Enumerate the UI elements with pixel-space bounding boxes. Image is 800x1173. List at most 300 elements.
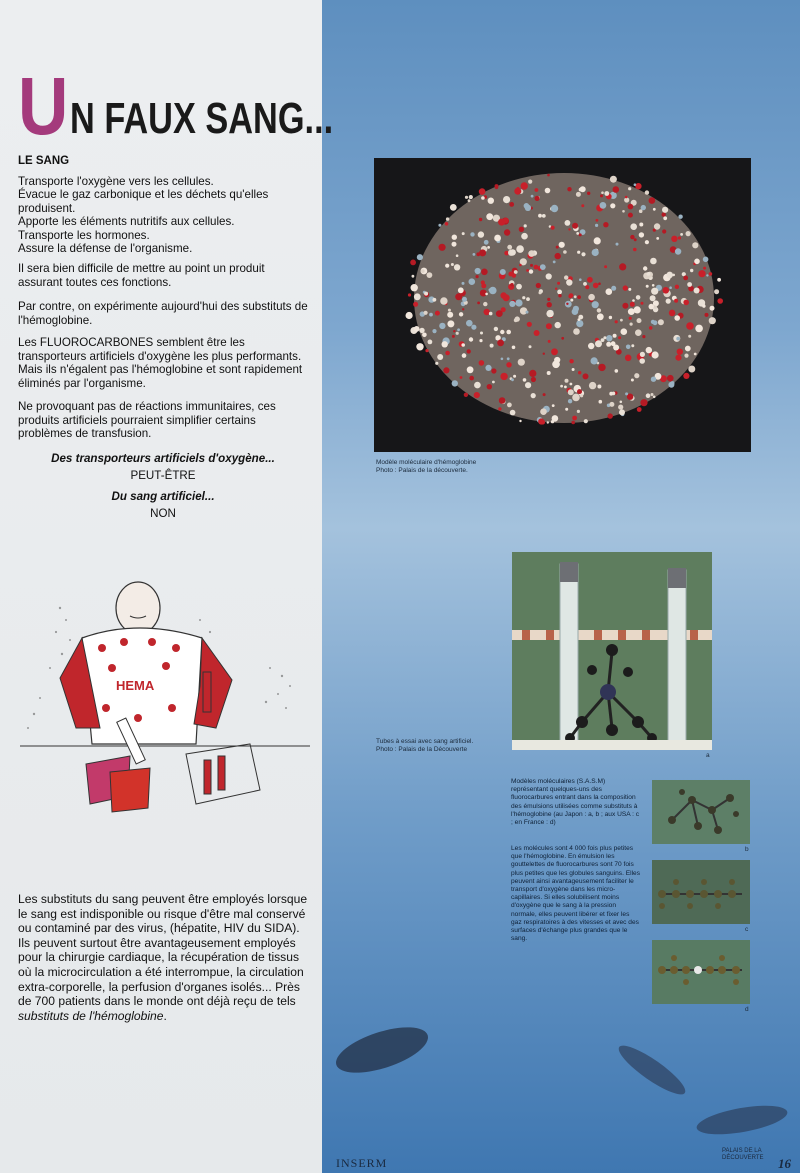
atom-dot [521, 233, 528, 240]
atom-dot [440, 297, 447, 304]
atom-dot [512, 273, 516, 277]
atom-dot [428, 340, 433, 345]
page-title [18, 61, 334, 152]
atom-dot [523, 378, 527, 382]
atom-dot [540, 408, 547, 415]
atom-dot [651, 393, 654, 396]
atom-dot [459, 312, 463, 316]
atom-dot [462, 282, 465, 285]
atom-dot [574, 295, 577, 298]
atom-dot [667, 375, 674, 382]
atom-dot [438, 224, 441, 227]
atom-dot [445, 264, 449, 268]
atom-dot [634, 373, 639, 378]
inserm-logo: INSERM [336, 1156, 388, 1170]
atom-dot [514, 318, 518, 322]
atom-dot [587, 192, 590, 195]
atom-dot [534, 265, 539, 270]
atom-dot [456, 254, 459, 257]
atom-dot [622, 303, 628, 309]
atom-dot [499, 397, 506, 404]
atom-dot [609, 316, 612, 319]
atom-dot [676, 337, 680, 341]
atom-dot [703, 257, 709, 263]
atom-dot [487, 246, 490, 249]
atom-dot [500, 292, 506, 298]
atom-dot [548, 340, 551, 343]
atom-dot [592, 301, 599, 308]
atom-dot [464, 393, 468, 397]
atom-dot [535, 188, 539, 192]
atom-dot [432, 329, 436, 333]
atom-dot [521, 182, 528, 189]
atom-dot [503, 196, 510, 203]
atom-dot [556, 246, 559, 249]
atom-dot [631, 344, 634, 347]
atom-dot [577, 251, 580, 254]
atom-dot [630, 223, 637, 230]
atom-dot [637, 318, 642, 323]
atom-dot [510, 283, 513, 286]
atom-dot [678, 215, 682, 219]
atom-dot [572, 368, 575, 371]
atom-dot [456, 332, 459, 335]
atom-dot [625, 355, 632, 362]
atom-dot [506, 330, 511, 335]
test-tubes-photo [512, 552, 712, 750]
atom-dot [564, 275, 568, 279]
atom-dot [635, 329, 642, 336]
atom-dot [630, 235, 634, 239]
atom-dot [433, 298, 437, 302]
atom-dot [475, 268, 481, 274]
le-sang-line: Assure la défense de l'organisme. [18, 242, 193, 255]
atom-dot [519, 264, 522, 267]
atom-dot [690, 269, 693, 272]
atom-dot [683, 300, 689, 306]
atom-dot [658, 319, 664, 325]
atom-dot [564, 386, 567, 389]
atom-dot [510, 410, 516, 416]
atom-dot [561, 337, 564, 340]
atom-dot [646, 393, 651, 398]
atom-dot [710, 306, 715, 311]
atom-dot [694, 259, 700, 265]
atom-dot [553, 261, 556, 264]
atom-dot [623, 285, 628, 290]
atom-dot [486, 213, 493, 220]
atom-dot [524, 224, 527, 227]
atom-dot [526, 311, 529, 314]
le-sang-list [18, 175, 308, 256]
atom-dot [613, 186, 620, 193]
atom-dot [519, 420, 521, 422]
atom-dot [435, 311, 440, 316]
atom-dot [588, 294, 595, 301]
atom-dot [625, 196, 628, 199]
atom-dot [662, 212, 666, 216]
atom-dot [481, 196, 485, 200]
child-illustration [20, 568, 310, 828]
atom-dot [479, 188, 486, 195]
atom-dot [471, 325, 476, 330]
atom-dot [686, 231, 691, 236]
atom-dot [651, 288, 658, 295]
atom-dot [479, 360, 485, 366]
atom-dot [650, 258, 657, 265]
atom-dot [597, 308, 601, 312]
atom-dot [671, 381, 675, 385]
tubes-caption-line-1: Tubes à essai avec sang artificiel. [376, 738, 474, 745]
atom-dot [652, 351, 659, 358]
atom-dot [565, 408, 568, 411]
bottom-paragraph-italic: substituts de l'hémoglobine [18, 1008, 164, 1023]
atom-dot [629, 317, 632, 320]
atom-dot [645, 190, 649, 194]
atom-dot [504, 229, 510, 235]
atom-dot [576, 232, 579, 235]
atom-dot [460, 376, 463, 379]
atom-dot [479, 249, 486, 256]
atom-dot [566, 303, 568, 305]
atom-dot [467, 366, 474, 373]
palais-logo: PALAIS DE LA DÉCOUVERTE [722, 1148, 764, 1161]
atom-dot [636, 295, 641, 300]
atom-dot [654, 223, 660, 229]
atom-dot [462, 353, 467, 358]
molecule-photo-d [652, 940, 750, 1004]
atom-dot [552, 404, 555, 407]
atom-dot [462, 297, 467, 302]
atom-dot [495, 184, 499, 188]
atom-dot [628, 213, 633, 218]
atom-dot [470, 232, 474, 236]
le-sang-line: Évacue le gaz carbonique et les déchets qu'elles [18, 188, 269, 201]
atom-dot [628, 187, 631, 190]
conclusion-question-2: Du sang artificiel... [111, 490, 215, 503]
atom-dot [569, 359, 573, 363]
atom-dot [469, 337, 473, 341]
atom-dot [566, 279, 572, 285]
atom-dot [649, 197, 656, 204]
atom-dot [609, 402, 614, 407]
atom-dot [551, 226, 555, 230]
atom-dot [604, 191, 609, 196]
atom-dot [570, 299, 573, 302]
atom-dot [600, 194, 603, 197]
atom-dot [579, 188, 583, 192]
molecule-letter-d: d [745, 1006, 749, 1013]
atom-dot [628, 288, 631, 291]
atom-dot [576, 320, 583, 327]
atom-dot [474, 392, 480, 398]
atom-dot [510, 249, 516, 255]
atom-dot [694, 288, 700, 294]
atom-dot [577, 410, 580, 413]
atom-dot [618, 405, 623, 410]
decorative-scribbles [322, 1010, 800, 1170]
atom-dot [451, 263, 454, 266]
paragraph: Ne provoquant pas de réactions immunitaires, ces produits artificiels pourraient simplifier certains problèmes de transfusion. [18, 400, 276, 440]
atom-dot [593, 283, 599, 289]
atom-dot [634, 306, 641, 313]
atom-dot [604, 265, 607, 268]
atom-dot [479, 339, 482, 342]
atom-dot [581, 252, 585, 256]
atom-dot [674, 315, 680, 321]
atom-dot [500, 330, 504, 334]
atom-dot [603, 336, 606, 339]
atom-dot [538, 418, 544, 424]
atom-dot [476, 275, 479, 278]
atom-dot [653, 208, 656, 211]
atom-dot [588, 343, 594, 349]
atom-dot [583, 282, 587, 286]
paragraph: Les FLUOROCARBONES semblent être les transporteurs artificiels d'oxygène les plus performants. Mais ils n'égalent pas l'hémoglobine et sont rapidement éliminés par l'organisme. [18, 336, 303, 390]
tubes-caption-line-2: Photo : Palais de la Découverte [376, 746, 468, 753]
atom-dot [525, 382, 531, 388]
atom-dot [516, 284, 522, 290]
hemoglobin-caption [376, 459, 476, 475]
atom-dot [631, 379, 634, 382]
atom-dot [598, 282, 601, 285]
atom-dot [639, 223, 643, 227]
atom-dot [687, 282, 692, 287]
atom-dot [653, 300, 659, 306]
atom-dot [589, 382, 596, 389]
atom-dot [466, 320, 473, 327]
tubes-letter: a [706, 752, 710, 759]
atom-dot [450, 204, 457, 211]
atom-dot [529, 345, 532, 348]
atom-dot [578, 315, 583, 320]
bottom-paragraph [18, 892, 310, 1023]
atom-dot [683, 373, 689, 379]
atom-dot [446, 217, 449, 220]
atom-dot [507, 357, 510, 360]
atom-dot [413, 302, 418, 307]
atom-dot [414, 293, 421, 300]
atom-dot [469, 376, 474, 381]
atom-dot [492, 381, 495, 384]
atom-dot [531, 195, 534, 198]
atom-dot [552, 415, 559, 422]
atom-dot [666, 272, 673, 279]
atom-dot [591, 357, 598, 364]
atom-dot [519, 227, 524, 232]
atom-dot [678, 236, 681, 239]
atom-dot [612, 392, 616, 396]
atom-dot [439, 244, 446, 251]
atom-dot [622, 210, 625, 213]
atom-dot [606, 288, 613, 295]
le-sang-line: produisent. [18, 201, 76, 215]
atom-dot [601, 191, 604, 194]
shirt-label: HEMA [116, 678, 155, 693]
atom-dot [572, 223, 578, 229]
atom-dot [511, 378, 514, 381]
bottom-paragraph-main: Les substituts du sang peuvent être employés lorsque le sang est indisponible ou risque d'être mal conservé ou contaminé par des virus, (hépatite, HIV du SIDA). Ils peuvent surtout être avantageusement employés pour la chirurgie cardiaque, la récupération de tissus où la microcirculation a été interrompue, la circulation extra-corporelle, la perfusion d'organes isolés... Près de 700 patients dans le monde ont déjà reçu de tels [18, 892, 308, 1009]
atom-dot [543, 393, 546, 396]
atom-dot [663, 216, 667, 220]
atom-dot [539, 291, 542, 294]
atom-dot [578, 371, 581, 374]
le-sang-line: Apporte les éléments nutritifs aux cellules. [18, 215, 235, 228]
atom-dot [709, 272, 713, 276]
paragraph: Il sera bien difficile de mettre au point un produit assurant toutes ces fonctions. [18, 262, 265, 289]
atom-dot [547, 421, 549, 423]
atom-dot [461, 343, 465, 347]
atom-dot [568, 399, 572, 403]
atom-dot [497, 340, 504, 347]
atom-dot [601, 338, 605, 342]
atom-dot [573, 328, 580, 335]
atom-dot [485, 365, 491, 371]
paragraph: Par contre, on expérimente aujourd'hui des substituts de l'hémoglobine. [18, 300, 308, 327]
atom-dot [584, 419, 588, 423]
atom-dot [598, 364, 605, 371]
atom-dot [480, 332, 483, 335]
atom-dot [424, 292, 428, 296]
atom-dot [452, 380, 458, 386]
atom-dot [525, 205, 531, 211]
atom-dot [563, 250, 567, 254]
atom-dot [610, 203, 615, 208]
atom-dot [640, 399, 647, 406]
atom-dot [692, 242, 698, 248]
atom-dot [447, 320, 454, 327]
atom-dot [619, 263, 626, 270]
atom-dot [639, 232, 644, 237]
atom-dot [709, 317, 716, 324]
atom-dot [538, 214, 542, 218]
molecule-letter-c: c [745, 926, 749, 933]
atom-dot [458, 287, 464, 293]
atom-dot [570, 383, 573, 386]
atom-dot [435, 362, 438, 365]
atom-dot [642, 335, 645, 338]
atom-dot [585, 285, 589, 289]
atom-dot [412, 275, 415, 278]
atom-dot [507, 403, 512, 408]
atom-dot [452, 235, 457, 240]
hemoglobin-photo [374, 158, 751, 452]
atom-dot [608, 413, 613, 418]
atom-dot [634, 183, 637, 186]
atom-dot [526, 269, 529, 272]
atom-dot [419, 328, 424, 333]
atom-dot [630, 323, 633, 326]
atom-dot [675, 355, 681, 361]
atom-dot [513, 375, 516, 378]
atom-dot [620, 401, 623, 404]
atom-dot [503, 218, 509, 224]
molecule-photo-b [652, 780, 750, 844]
atom-dot [649, 326, 653, 330]
atom-dot [686, 322, 694, 330]
atom-dot [633, 248, 637, 252]
atom-dot [452, 335, 455, 338]
le-sang-heading: LE SANG [18, 155, 70, 167]
atom-dot [568, 389, 574, 395]
atom-dot [706, 274, 708, 276]
atom-dot [675, 248, 681, 254]
atom-dot [675, 285, 679, 289]
atom-dot [641, 302, 644, 305]
atom-dot [581, 204, 584, 207]
atom-dot [547, 302, 552, 307]
atom-dot [698, 270, 705, 277]
atom-dot [626, 345, 631, 350]
atom-dot [496, 310, 503, 317]
atom-dot [646, 347, 652, 353]
atom-dot [422, 333, 427, 338]
atom-dot [491, 368, 496, 373]
atom-dot [557, 282, 560, 285]
atom-dot [603, 222, 608, 227]
atom-dot [597, 313, 604, 320]
atom-dot [445, 351, 450, 356]
atom-dot [613, 334, 617, 338]
atom-dot [637, 407, 642, 412]
atom-dot [518, 359, 525, 366]
atom-dot [555, 253, 561, 259]
atom-dot [489, 287, 497, 295]
atom-dot [514, 270, 518, 274]
atom-dot [662, 207, 668, 213]
atom-dot [615, 320, 618, 323]
molecule-letter-b: b [745, 846, 749, 853]
atom-dot [656, 237, 659, 240]
conclusion-question-1: Des transporteurs artificiels d'oxygène... [51, 452, 275, 465]
atom-dot [625, 392, 628, 395]
conclusion-answer-1: PEUT-ÊTRE [130, 468, 196, 482]
atom-dot [530, 264, 533, 267]
atom-dot [408, 293, 411, 296]
atom-dot [662, 229, 666, 233]
atom-dot [595, 224, 598, 227]
atom-dot [454, 264, 460, 270]
atom-dot [558, 294, 561, 297]
atom-dot [509, 301, 515, 307]
atom-dot [597, 385, 601, 389]
atom-dot [442, 341, 448, 347]
atom-dot [424, 311, 428, 315]
le-sang-line: Transporte l'oxygène vers les cellules. [18, 174, 214, 188]
atom-dot [498, 407, 501, 410]
atom-dot [465, 196, 468, 199]
atom-dot [616, 243, 619, 246]
atom-dot [577, 389, 582, 394]
atom-dot [646, 285, 649, 288]
atom-dot [683, 276, 688, 281]
atom-dot [528, 250, 535, 257]
atom-dot [705, 313, 709, 317]
atom-dot [572, 394, 580, 402]
atom-dot [652, 284, 655, 287]
atom-dot [509, 202, 514, 207]
atom-dot [695, 325, 703, 333]
molecule-photo-c [652, 860, 750, 924]
atom-dot [694, 353, 697, 356]
atom-dot [467, 349, 471, 353]
atom-dot [610, 176, 617, 183]
atom-dot [507, 245, 512, 250]
title-rest: N FAUX SANG... [70, 94, 334, 143]
atom-dot [628, 204, 634, 210]
atom-dot [639, 358, 645, 364]
atom-dot [688, 366, 695, 373]
